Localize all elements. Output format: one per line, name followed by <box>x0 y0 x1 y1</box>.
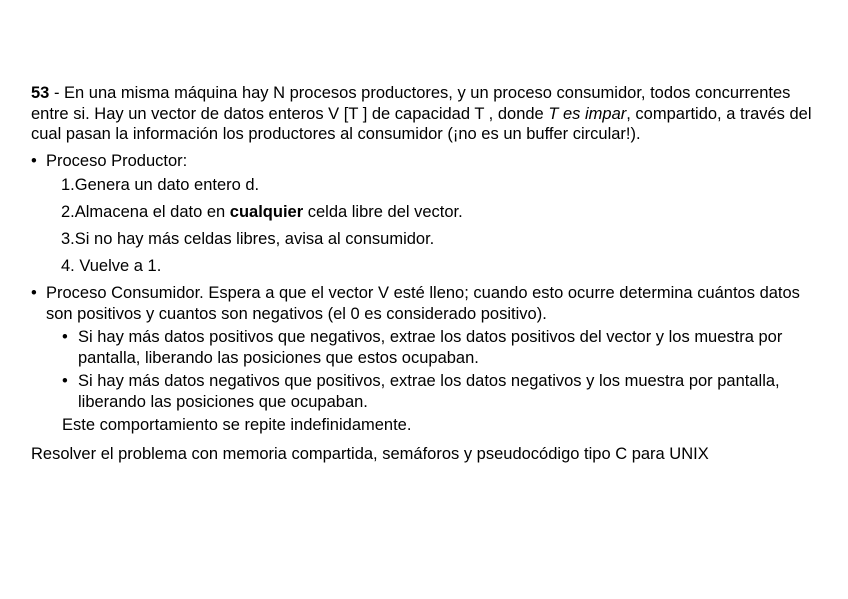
problem-number: 53 <box>31 84 50 102</box>
producer-bullet <box>31 151 821 172</box>
intro-text-part1: - En una misma máquina hay N procesos productores, y un proceso consumidor, todos concurrentes entre si. Hay un vector de datos enteros V [T ] de capacidad T , donde <box>31 84 791 123</box>
bullet-dot: • <box>62 372 68 390</box>
intro-text-part2: , compartido, a través del cual pasan la información los productores al consumidor (¡no es un buffer circular!). <box>31 104 812 143</box>
closing-instruction: Resolver el problema con memoria compartida, semáforos y pseudocódigo tipo C para UNIX <box>31 444 709 463</box>
consumer-bullet <box>31 283 821 324</box>
producer-step-4: 4. Vuelve a 1. <box>61 257 162 275</box>
producer-title: Proceso Productor: <box>46 151 188 170</box>
consumer-sub-bullet-2 <box>62 371 821 412</box>
producer-step-2 <box>61 202 821 222</box>
intro-italic-text: T es impar <box>548 104 627 123</box>
bullet-dot: • <box>62 328 68 346</box>
consumer-sub-bullets <box>62 327 821 412</box>
exercise-document <box>31 83 821 464</box>
step-2-text-pre: 2.Almacena el dato en <box>61 203 230 221</box>
repeat-note: Este comportamiento se repite indefinidamente. <box>62 416 412 434</box>
consumer-text: Proceso Consumidor. Espera a que el vector V esté lleno; cuando esto ocurre determina cuántos datos son positivos y cuantos son negativos (el 0 es considerado positivo). <box>46 284 800 323</box>
consumer-sub-text-1: Si hay más datos positivos que negativos, extrae los datos positivos del vector y los muestra por pantalla, liberando las posiciones que estos ocupaban. <box>78 328 783 367</box>
consumer-sub-text-2: Si hay más datos negativos que positivos, extrae los datos negativos y los muestra por pantalla, liberando las posiciones que ocupaban. <box>78 372 780 411</box>
producer-step-1: 1.Genera un dato entero d. <box>61 176 260 194</box>
producer-steps-list <box>61 175 821 276</box>
consumer-sub-bullet-1 <box>62 327 821 368</box>
problem-statement <box>31 83 821 145</box>
bullet-dot: • <box>31 284 37 302</box>
bullet-dot: • <box>31 151 37 170</box>
step-2-bold-word: cualquier <box>229 203 304 221</box>
step-2-text-post: celda libre del vector. <box>303 203 463 221</box>
producer-step-3: 3.Si no hay más celdas libres, avisa al consumidor. <box>61 230 435 248</box>
